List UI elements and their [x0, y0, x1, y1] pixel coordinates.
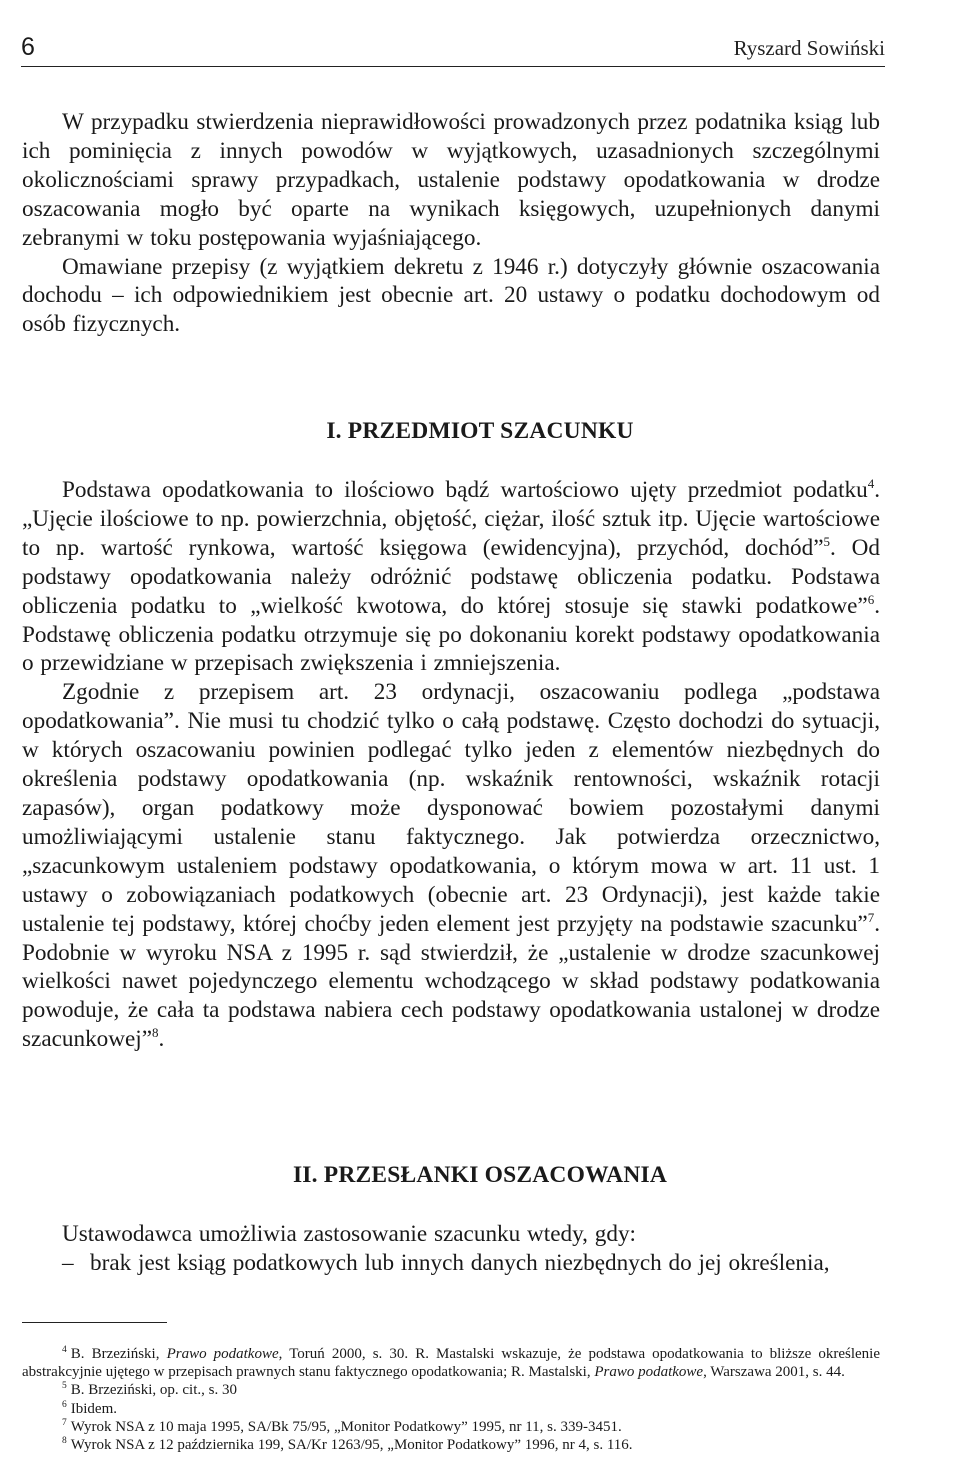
text-run: . „Ujęcie ilościowe to np. powierzchnia, objętość, ciężar, ilość sztuk itp. Ujęcie wartościowe to np. wartość rynkowa, wartość księgowa (ewidencyjna), przychód, dochód”	[22, 477, 880, 561]
section-heading: II. PRZESŁANKI OSZACOWANIA	[292, 1162, 668, 1188]
footnote-ref: 5	[823, 533, 831, 549]
text-run: , Warszawa 2001, s. 44.	[703, 1364, 845, 1381]
page-header	[21, 30, 885, 67]
footnote	[22, 1381, 880, 1399]
text-run: , Toruń 2000, s. 30. R. Mastalski wskazuje, że podstawa opodatkowania to bliższe określenie abstrakcyjnie ujętego w przepisach prawnych stanu faktycznego opodatkowania; R. Mastalski,	[22, 1346, 881, 1381]
footnote	[22, 1436, 880, 1454]
footnote-ref: 8	[152, 1025, 159, 1041]
text-run: Podstawa opodatkowania to ilościowo bądź wartościowo ujęty przedmiot podatku	[62, 477, 868, 503]
paragraph	[22, 678, 880, 1054]
footnote	[22, 1400, 880, 1418]
paragraph: Omawiane przepisy (z wyjątkiem dekretu z 1946 r.) dotyczyły głównie oszacowania dochodu – ich odpowiednikiem jest obecnie art. 20 ustawy o podatku dochodowym od osób fizycznych.	[22, 253, 880, 338]
section-heading: I. PRZEDMIOT SZACUNKU	[326, 418, 634, 444]
footnote-number: 8	[62, 1436, 67, 1447]
footnote	[22, 1345, 880, 1381]
text-run: B. Brzeziński,	[70, 1346, 167, 1362]
paragraph	[22, 476, 880, 678]
text-run: Ibidem.	[70, 1400, 117, 1417]
footnote-number: 7	[62, 1417, 67, 1428]
footnote-ref: 7	[867, 909, 875, 925]
text-run: . Podobnie w wyroku NSA z 1995 r. sąd stwierdził, że „ustalenie w drodze szacunkowej wielkości nawet pojedynczego elementu wchodzącego w skład podstawy podatkowania powoduje, że cała ta podstawa nabiera cech podstawy opodatkowania ustalonej w drodze szacunkowej”	[22, 910, 880, 1053]
page-number: 6	[21, 33, 35, 61]
footnote-ref: 6	[867, 591, 875, 607]
text-run: Zgodnie z przepisem art. 23 ordynacji, oszacowaniu podlega „podstawa opodatkowania”. Nie musi tu chodzić tylko o całą podstawę. Często dochodzi do sytuacji, w których oszacowaniu powinien podlegać tylko jeden z elementów niezbędnych do określenia podstawy opodatkowania (np. wskaźnik rentowności, wskaźnik rotacji zapasów), organ podatkowy może dysponować bowiem pozostałymi danymi umożliwiającymi ustalenie stanu faktycznego. Jak potwierdza orzecznictwo, „szacunkowym ustaleniem podstawy opodatkowania, o którym mowa w art. 11 ust. 1 ustawy o zobowiązaniach podatkowych (obecnie art. 23 Ordynacji), jest każde takie ustalenie tej podstawy, której choćby jeden element jest przyjęty na podstawie szacunku”	[22, 679, 880, 937]
paragraph: Ustawodawca umożliwia zastosowanie szacunku wtedy, gdy:	[62, 1221, 636, 1247]
paragraph: W przypadku stwierdzenia nieprawidłowości prowadzonych przez podatnika ksiąg lub ich pominięcia z innych powodów w wyjątkowych, uzasadnionych szczególnymi okolicznościami sprawy przypadkach, ustalenie podstawy opodatkowania w drodze oszacowania mogło być oparte na wynikach księgowych, uzupełnionych danymi zebranymi w toku postępowania wyjaśniającego.	[22, 109, 880, 251]
text-run: Wyrok NSA z 12 października 199, SA/Kr 1263/95, „Monitor Podatkowy” 1996, nr 4, s. 116.	[70, 1437, 633, 1454]
footnote-number: 5	[62, 1381, 67, 1392]
list-item	[22, 1249, 880, 1278]
book-title: Prawo podatkowe	[594, 1364, 704, 1381]
footnote-separator	[22, 1322, 167, 1323]
footnote-ref: 4	[867, 476, 875, 491]
text-run: . Podstawę obliczenia podatku otrzymuje się po dokonaniu korekt podstawy opodatkowania o przewidziane w przepisach zwiększenia i zmniejszenia.	[22, 592, 880, 677]
footnote-number: 4	[62, 1345, 67, 1355]
list-item-text: brak jest ksiąg podatkowych lub innych danych niezbędnych do jej określenia,	[90, 1249, 830, 1276]
book-title: Prawo podatkowe	[166, 1346, 279, 1362]
footnote-number: 6	[62, 1399, 67, 1410]
text-run: .	[158, 1026, 165, 1053]
footnotes	[22, 1345, 880, 1454]
text-run: . Od podstawy opodatkowania należy odróżnić podstawę obliczenia podatku. Podstawa obliczenia podatku to „wielkość kwotowa, do której stosuje się stawki podatkowe”	[22, 534, 881, 619]
section-body	[22, 476, 880, 1054]
text-run: Wyrok NSA z 10 maja 1995, SA/Bk 75/95, „Monitor Podatkowy” 1995, nr 11, s. 339-3451.	[70, 1418, 622, 1435]
section-body	[22, 1220, 880, 1278]
footnote	[22, 1418, 880, 1436]
running-head-author: Ryszard Sowiński	[733, 36, 885, 60]
list-dash: –	[62, 1249, 74, 1276]
text-run: B. Brzeziński, op. cit., s. 30	[70, 1382, 237, 1399]
intro-text	[22, 108, 880, 339]
